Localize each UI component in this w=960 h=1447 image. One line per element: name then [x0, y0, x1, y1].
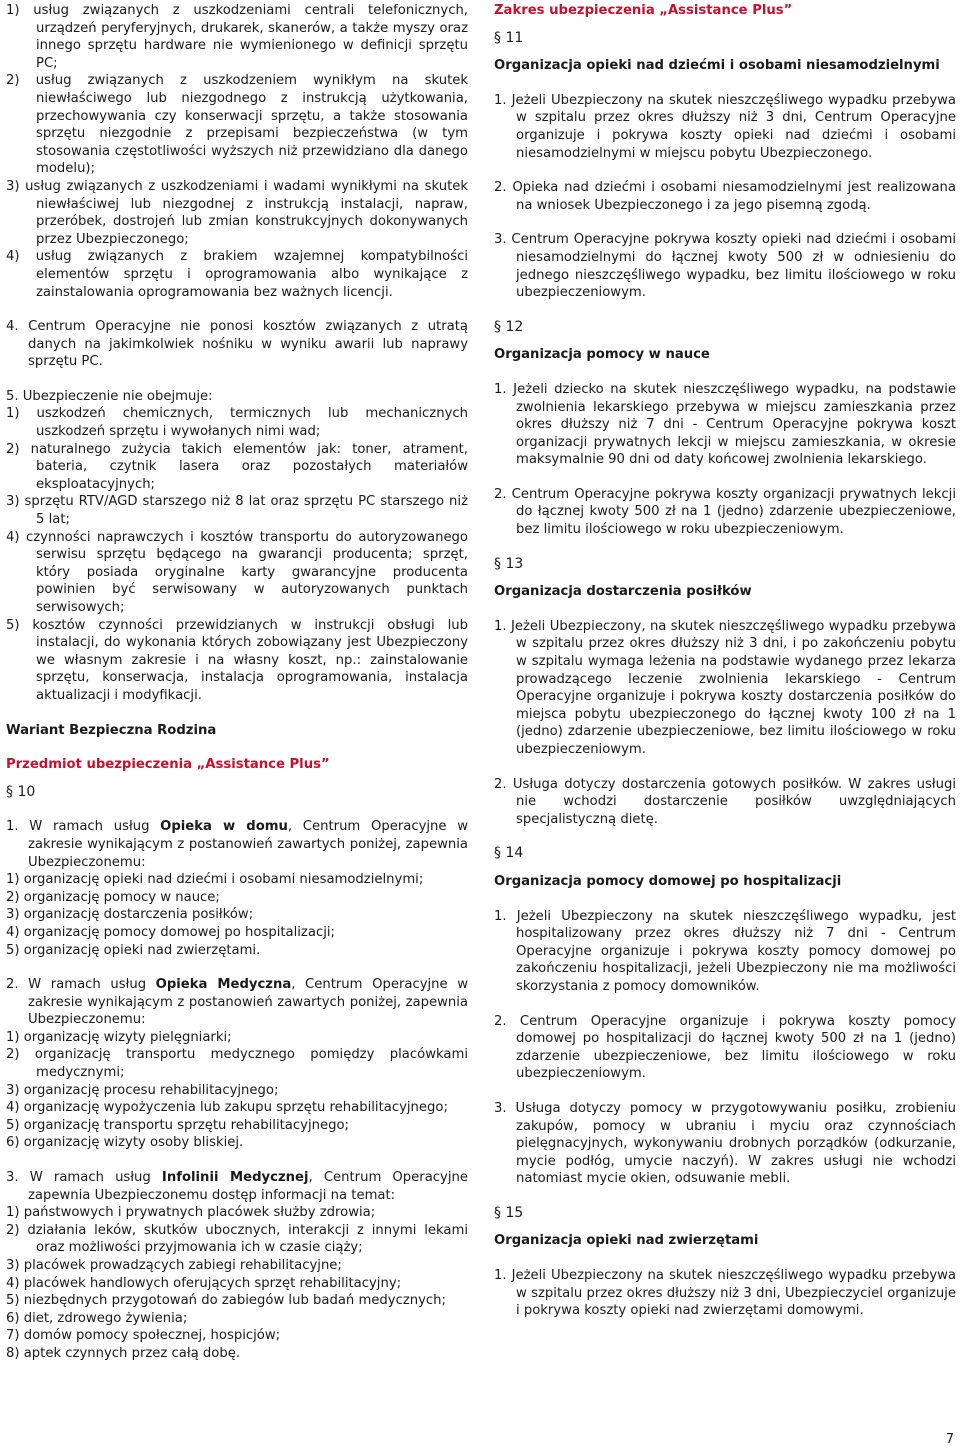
- list-item: 1) uszkodzeń chemicznych, termicznych lub mechanicznych uszkodzeń sprzętu i wywołanych nimi wad;: [6, 406, 468, 440]
- exclusion-list: [6, 2, 468, 301]
- list-item: 3) sprzętu RTV/AGD starszego niż 8 lat oraz sprzętu PC starszego niż 5 lat;: [6, 494, 468, 528]
- list-item: 2) działania leków, skutków ubocznych, interakcji z innymi lekami oraz możliwości przyjmowania ich w czasie ciąży;: [6, 1222, 468, 1256]
- list-item: 5) kosztów czynności przewidzianych w instrukcji obsługi lub instalacji, do wykonania których zobowiązany jest Ubezpieczony we własnym zakresie i na własny koszt, np.: zainstalowanie sprzętu, konserwacja, instalacja oprogramowania, instalacja aktualizacji i modyfikacji.: [6, 617, 468, 703]
- section-item: 2. Centrum Operacyjne organizuje i pokrywa koszty pomocy domowej po hospitalizacji do łącznej kwoty 500 zł na 1 (jedno) zdarzenie ubezpieczeniowe, bez limitu ilościowego w roku ubezpieczeniowym.: [494, 1013, 956, 1082]
- list-item: 2) usług związanych z uszkodzeniem wynikłym na skutek niewłaściwego lub niezgodnego z instrukcją użytkowania, przechowywania czy konserwacji sprzętu, a także stosowania sprzętu niezgodnie z przepisami bezpieczeństwa (w tym stosowania częstotliwości wyższych niż przewidziano dla danego modelu);: [6, 73, 468, 177]
- list-item: 4) usług związanych z brakiem wzajemnej kompatybilności elementów sprzętu i oprogramowania albo wynikające z zainstalowania oprogramowania bez ważnych licencji.: [6, 249, 468, 300]
- section-item: 3. Centrum Operacyjne pokrywa koszty opieki nad dziećmi i osobami niesamodzielnymi do łącznej kwoty 500 zł w odniesieniu do jednego nieszczęśliwego wypadku, bez limitu ilościowego w roku ubezpieczeniowym.: [494, 232, 956, 301]
- list-item: 7) domów pomocy społecznej, hospicjów;: [6, 1328, 281, 1344]
- section-number: § 13: [494, 555, 524, 572]
- list-item: 5) niezbędnych przygotowań do zabiegów lub badań medycznych;: [6, 1293, 446, 1309]
- page-number: 7: [945, 1432, 954, 1447]
- section-heading: Organizacja dostarczenia posiłków: [494, 584, 752, 600]
- p10-1-list: [6, 871, 468, 959]
- list-item: 1) organizację opieki nad dziećmi i osobami niesamodzielnymi;: [6, 872, 424, 888]
- section-item: 1. Jeżeli Ubezpieczony na skutek nieszczęśliwego wypadku przebywa w szpitalu przez okres dłuższy niż 3 dni, Centrum Operacyjne organizuje i pokrywa koszty opieki nad dziećmi i osobami niesamodzielnymi w miejscu pobytu Ubezpieczonego.: [494, 92, 956, 161]
- list-item: 6) diet, zdrowego żywienia;: [6, 1310, 188, 1326]
- variant-heading: Wariant Bezpieczna Rodzina: [6, 722, 217, 738]
- list-item: 4) czynności naprawczych i kosztów transportu do autoryzowanego serwisu sprzętu będącego na gwarancji producenta; sprzęt, który posiada oryginalne karty gwarancyjne producenta powinien być serwisowany w autoryzowanych punktach serwisowych;: [6, 529, 468, 615]
- list-item: 2) organizację pomocy w nauce;: [6, 889, 220, 905]
- section-heading: Organizacja pomocy w nauce: [494, 347, 710, 363]
- section-heading: Organizacja pomocy domowej po hospitalizacji: [494, 873, 842, 889]
- section-item: 1. Jeżeli Ubezpieczony na skutek nieszczęśliwego wypadku przebywa w szpitalu przez okres dłuższy niż 3 dni, Ubezpieczyciel organizuje i pokrywa koszty opieki nad zwierzętami domowymi.: [494, 1268, 956, 1319]
- section-item: 1. Jeżeli Ubezpieczony, na skutek nieszczęśliwego wypadku przebywa w szpitalu przez okres dłuższy niż 3 dni, i po zakończeniu pobytu w szpitalu wymaga leżenia na podstawie wydanego przez lekarza prowadzącego leczenie zwolnienia lekarskiego - Centrum Operacyjne organizuje i pokrywa koszty dostarczenia posiłków do miejsca pobytu ubezpieczonego do łącznej kwoty 100 zł na 1 (jedno) zdarzenie ubezpieczeniowe, bez limitu ilościowego w roku ubezpieczeniowym.: [494, 618, 956, 757]
- list-item: 4) organizację wypożyczenia lub zakupu sprzętu rehabilitacyjnego;: [6, 1100, 448, 1116]
- section-heading: Organizacja opieki nad dziećmi i osobami niesamodzielnymi: [494, 58, 940, 74]
- p10-2-list: [6, 1029, 468, 1152]
- section-item: 1. Jeżeli dziecko na skutek nieszczęśliwego wypadku, na podstawie zwolnienia lekarskiego przebywa w miejscu zamieszkania przez okres dłuższy niż 7 dni - Centrum Operacyjne pokrywa koszt organizacji prywatnych lekcji w miejscu zamieszkania, w okresie maksymalnie 90 dni od daty końcowej zwolnienia lekarskiego.: [494, 381, 956, 468]
- list-item: 2) naturalnego zużycia takich elementów jak: toner, atrament, bateria, czytnik lasera oraz pozostałych materiałów eksploatacyjnych;: [6, 441, 468, 492]
- list-item: 5) organizację transportu sprzętu rehabilitacyjnego;: [6, 1117, 349, 1133]
- list-item: 2) organizację transportu medycznego pomiędzy placówkami medycznymi;: [6, 1047, 468, 1081]
- section-item: 2. Usługa dotyczy dostarczenia gotowych posiłków. W zakres usługi nie wchodzi dostarczenie posiłków uwzględniających specjalistyczną dietę.: [494, 776, 956, 827]
- list-item: 3) placówek prowadzących zabiegi rehabilitacyjne;: [6, 1258, 342, 1273]
- paragraph-item-4: 4. Centrum Operacyjne nie ponosi kosztów związanych z utratą danych na jakimkolwiek nośniku w wyniku awarii lub naprawy sprzętu PC.: [6, 319, 468, 370]
- item5-list: [6, 405, 468, 704]
- list-item: 3) organizację procesu rehabilitacyjnego;: [6, 1082, 279, 1098]
- section-number: § 15: [494, 1204, 524, 1221]
- list-item: 4) placówek handlowych oferujących sprzęt rehabilitacyjny;: [6, 1275, 402, 1291]
- section-number: § 12: [494, 318, 524, 335]
- list-item: 1) państwowych i prywatnych placówek służby zdrowia;: [6, 1205, 376, 1221]
- section-heading: Organizacja opieki nad zwierzętami: [494, 1233, 759, 1249]
- section-number: § 11: [494, 29, 524, 46]
- section-number: § 10: [6, 783, 36, 800]
- list-item: 3) usług związanych z uszkodzeniami i wadami wynikłymi na skutek niewłaściwej lub niezgodnej z instrukcją instalacji, napraw, przeróbek, dostrojeń lub zmian konstrukcyjnych dokonywanych przez Ubezpieczonego;: [6, 178, 468, 247]
- list-item: 1) usług związanych z uszkodzeniami centrali telefonicznych, urządzeń peryferyjnych, drukarek, skanerów, a także myszy oraz innego sprzętu hardware nie wymienionego w definicji sprzętu PC;: [6, 3, 468, 71]
- section-item: 2. Opieka nad dziećmi i osobami niesamodzielnymi jest realizowana na wniosek Ubezpieczonego i za jego pisemną zgodą.: [494, 180, 956, 213]
- list-item: 3) organizację dostarczenia posiłków;: [6, 907, 254, 923]
- right-column: [494, 2, 956, 1320]
- list-item: 1) organizację wizyty pielęgniarki;: [6, 1029, 232, 1045]
- list-item: 5) organizację opieki nad zwierzętami.: [6, 942, 261, 958]
- section-item: 3. Usługa dotyczy pomocy w przygotowywaniu posiłku, zrobieniu zakupów, pomocy w ubraniu i myciu oraz czynnościach pielęgnacyjnych, wykonywaniu drobnych porządków (odkurzanie, mycie podłóg, umycie naczyń). W zakres usługi nie wchodzi natomiast mycie okien, odsuwanie mebli.: [494, 1100, 956, 1187]
- section-number: § 14: [494, 845, 524, 862]
- subject-heading: Przedmiot ubezpieczenia „Assistance Plus”: [6, 757, 330, 773]
- p10-3-list: [6, 1204, 468, 1362]
- paragraph-item-5: 5. Ubezpieczenie nie obejmuje:: [6, 388, 213, 404]
- section-item: 1. Jeżeli Ubezpieczony na skutek nieszczęśliwego wypadku, jest hospitalizowany przez okres dłuższy niż 7 dni - Centrum Operacyjne organizuje i pokrywa koszty pomocy domowej po zakończeniu hospitalizacji, jeżeli Ubezpieczony nie ma możliwości skorzystania z pomocy domowników.: [494, 908, 956, 994]
- paragraph-10-2: 2. W ramach usług Opieka Medyczna, Centrum Operacyjne w zakresie wynikającym z postanowień zawartych poniżej, zapewnia Ubezpieczonemu:: [6, 977, 468, 1028]
- list-item: 6) organizację wizyty osoby bliskiej.: [6, 1135, 244, 1151]
- left-column: [6, 2, 468, 1363]
- paragraph-10-1: 1. W ramach usług Opieka w domu, Centrum Operacyjne w zakresie wynikającym z postanowień zawartych poniżej, zapewnia Ubezpieczonemu:: [6, 819, 469, 870]
- list-item: 4) organizację pomocy domowej po hospitalizacji;: [6, 924, 335, 940]
- list-item: 8) aptek czynnych przez całą dobę.: [6, 1345, 241, 1361]
- paragraph-10-3: 3. W ramach usług Infolinii Medycznej, Centrum Operacyjne zapewnia Ubezpieczonemu dostęp informacji na temat:: [6, 1170, 468, 1203]
- scope-heading: Zakres ubezpieczenia „Assistance Plus”: [494, 3, 793, 18]
- section-item: 2. Centrum Operacyjne pokrywa koszty organizacji prywatnych lekcji do łącznej kwoty 500 zł na 1 (jedno) zdarzenie ubezpieczeniowe, bez limitu ilościowego w roku ubezpieczeniowym.: [494, 486, 956, 538]
